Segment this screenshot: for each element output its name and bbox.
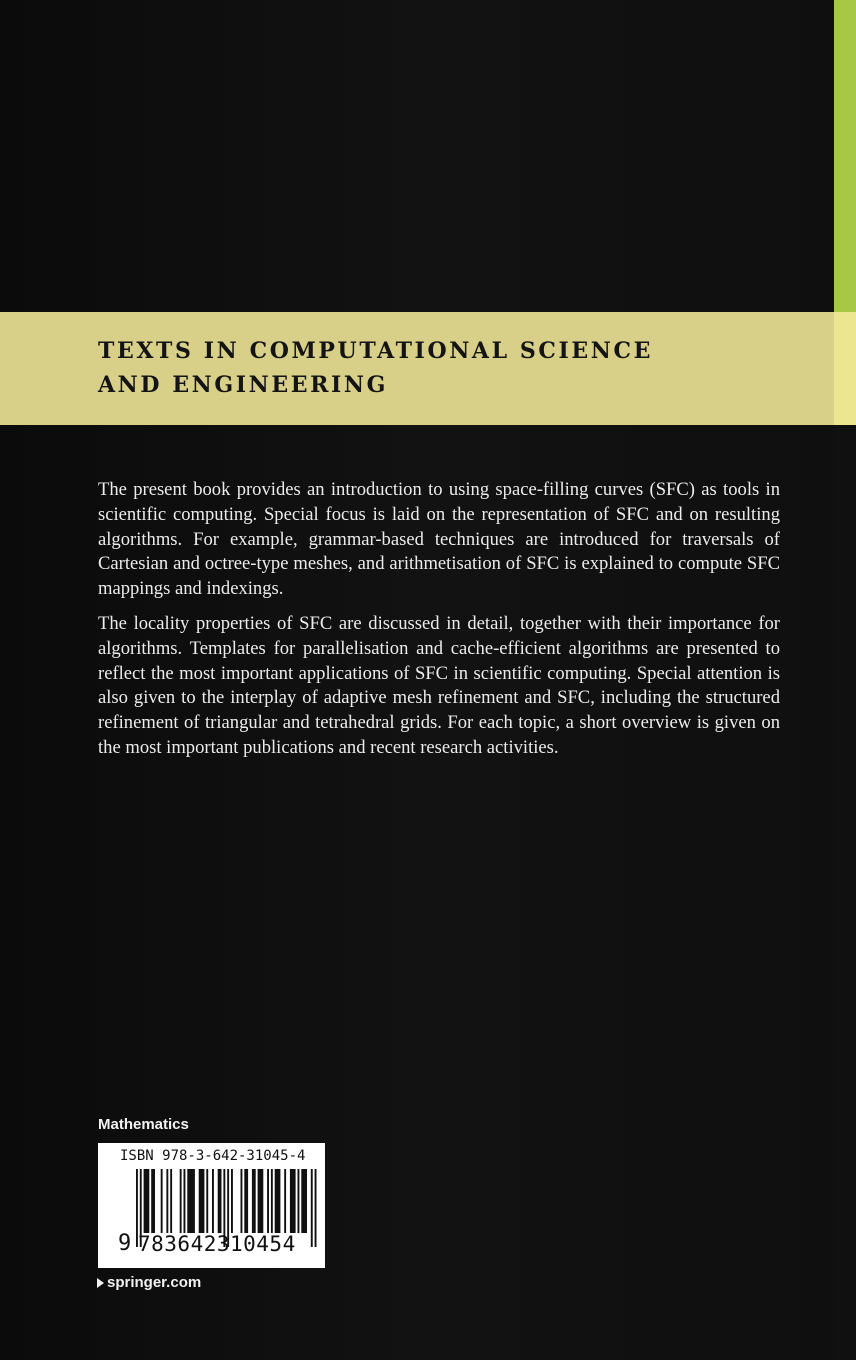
barcode-bar [290,1169,296,1233]
spine-color-bar-yellow [834,312,856,425]
barcode-bar [231,1169,233,1233]
barcode-bar [161,1169,163,1233]
barcode-bar [267,1169,269,1233]
barcode-bar [311,1169,313,1247]
barcode-bar [151,1169,155,1233]
barcode-bar [241,1169,243,1233]
publisher-website-link[interactable] [97,1273,201,1293]
book-description [98,478,780,771]
barcode-bar [218,1169,222,1233]
barcode-bar [315,1169,317,1247]
barcode-bar [206,1169,208,1233]
barcode-bar [244,1169,248,1233]
barcode-bar [180,1169,182,1233]
triangle-arrow-icon [97,1278,104,1288]
barcode-bar [298,1169,300,1233]
isbn-label: ISBN 978-3-642-31045-4 [120,1148,306,1164]
barcode-bar [199,1169,205,1233]
barcode-bar [271,1169,273,1233]
barcode-bar [144,1169,150,1233]
barcode-bar [275,1169,281,1233]
description-paragraph-2: The locality properties of SFC are discussed in detail, together with their importance for algorithms. Templates for parallelisation and cache-efficient algorithms are presented to reflect the most important applications of SFC in scientific computing. Special attention is also given to the interplay of adaptive mesh refinement and SFC, including the structured refinement of triangular and tetrahedral grids. For each topic, a short overview is given on the most important publications and recent research activities. [98,612,780,758]
isbn-barcode [98,1143,325,1268]
barcode-bar [187,1169,195,1233]
ean-digits: 783642310454 [138,1232,296,1256]
subject-label: Mathematics [98,1116,189,1133]
series-title [98,334,798,402]
spine-color-bar-green [834,0,856,312]
publisher-link-text: springer.com [107,1274,202,1291]
barcode-bar [301,1169,307,1233]
description-paragraph-1: The present book provides an introduction to using space-filling curves (SFC) as tools in scientific computing. Special focus is laid on the representation of SFC and on resulting algorithms. For example, grammar-based techniques are introduced for traversals of Cartesian and octree-type meshes, and arithmetisation of SFC is explained to compute SFC mappings and indexings. [98,479,780,600]
barcode-bar [184,1169,186,1233]
ean-first-digit: 9 [118,1231,132,1256]
barcode-bar [258,1169,264,1233]
series-title-line-2: AND ENGINEERING [98,372,388,398]
barcode-bar [284,1169,286,1233]
series-title-line-1: TEXTS IN COMPUTATIONAL SCIENCE [98,338,653,364]
barcode-bar [170,1169,172,1233]
barcode-bar [252,1169,256,1233]
barcode-bar [166,1169,168,1233]
barcode-bar [212,1169,214,1233]
